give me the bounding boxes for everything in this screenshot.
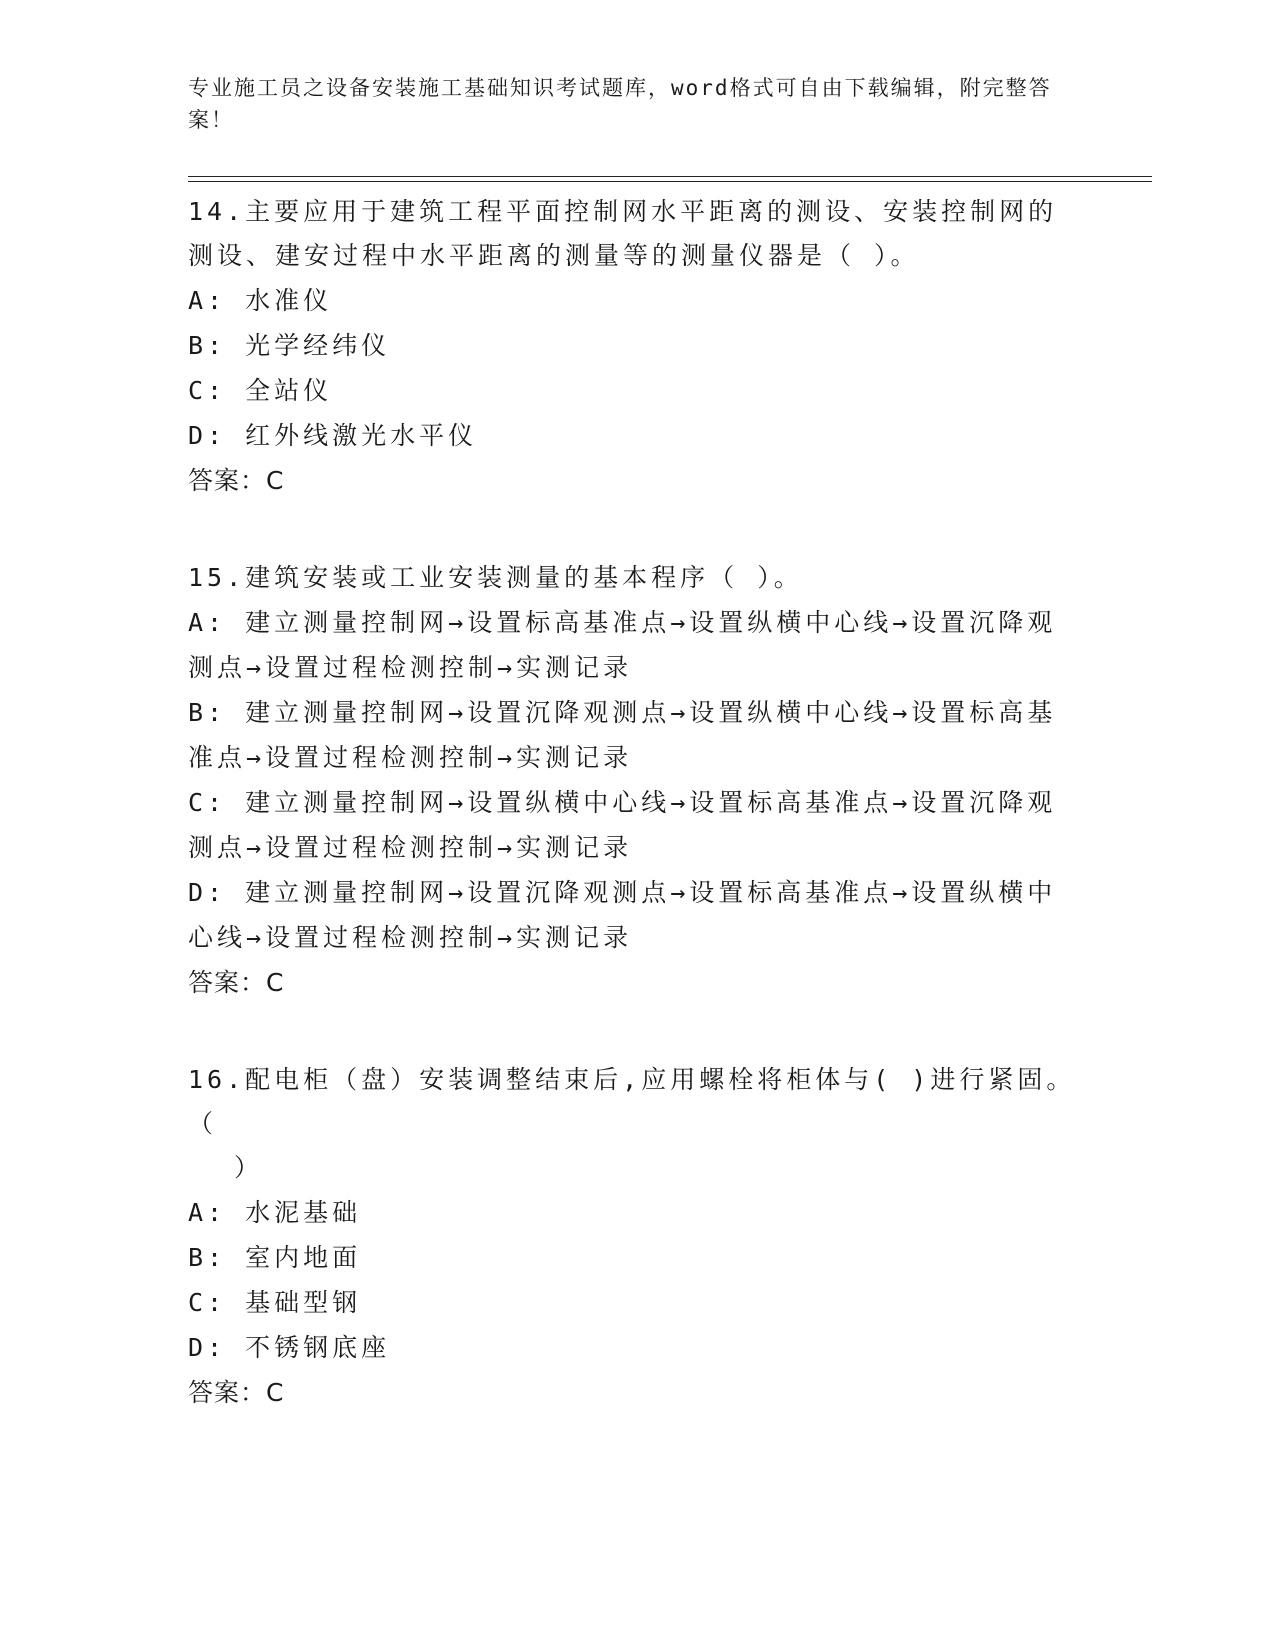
option-c: C: 全站仪	[188, 376, 333, 405]
question-15	[188, 556, 1078, 1006]
option-c: C: 建立测量控制网→设置纵横中心线→设置标高基准点→设置沉降观测点→设置过程检测控制→实测记录	[188, 788, 1057, 862]
question-list	[188, 190, 1078, 1468]
answer-line: 答案：C	[188, 466, 285, 495]
option-d: D: 红外线激光水平仪	[188, 421, 478, 450]
option-d: D: 建立测量控制网→设置沉降观测点→设置标高基准点→设置纵横中心线→设置过程检测控制→实测记录	[188, 878, 1057, 952]
option-b: B: 建立测量控制网→设置沉降观测点→设置纵横中心线→设置标高基准点→设置过程检测控制→实测记录	[188, 698, 1057, 772]
option-d: D: 不锈钢底座	[188, 1333, 391, 1362]
question-stem-text: 16.配电柜（盘）安装调整结束后,应用螺栓将柜体与( )进行紧固。（	[188, 1065, 1076, 1138]
answer-line: 答案：C	[188, 968, 285, 997]
question-14	[188, 190, 1078, 504]
option-b: B: 光学经纬仪	[188, 331, 391, 360]
option-a: A: 水泥基础	[188, 1198, 362, 1227]
answer-line: 答案：C	[188, 1378, 285, 1407]
question-stem	[188, 1058, 1078, 1190]
header-divider-bottom	[188, 181, 1152, 182]
question-16	[188, 1058, 1078, 1416]
document-intro: 专业施工员之设备安装施工基础知识考试题库，word格式可自由下载编辑，附完整答案！	[188, 76, 1052, 132]
option-a: A: 水准仪	[188, 286, 333, 315]
header-divider-top	[188, 176, 1152, 177]
option-c: C: 基础型钢	[188, 1288, 362, 1317]
question-stem: 14.主要应用于建筑工程平面控制网水平距离的测设、安装控制网的测设、建安过程中水平距离的测量等的测量仪器是（ ）。	[188, 197, 1058, 270]
option-b: B: 室内地面	[188, 1243, 362, 1272]
option-a: A: 建立测量控制网→设置标高基准点→设置纵横中心线→设置沉降观测点→设置过程检测控制→实测记录	[188, 608, 1057, 682]
question-stem: 15.建筑安装或工业安装测量的基本程序（ ）。	[188, 563, 803, 592]
question-stem-continuation: ）	[234, 1153, 264, 1182]
